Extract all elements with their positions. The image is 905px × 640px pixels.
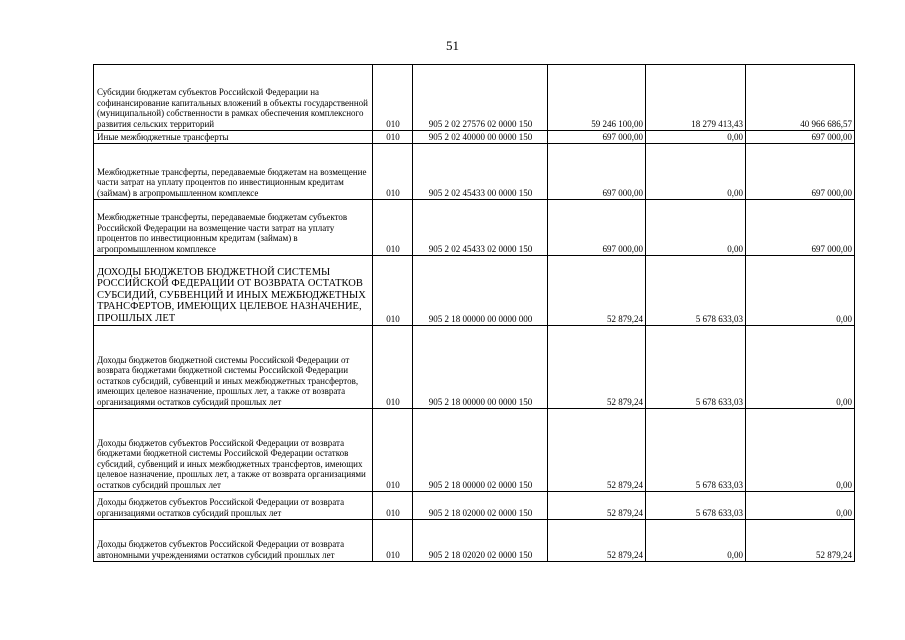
table-row <box>94 409 855 492</box>
row-rest: 0,00 <box>746 256 855 326</box>
row-plan: 52 879,24 <box>548 520 646 562</box>
row-kbk: 905 2 18 00000 00 0000 000 <box>413 256 548 326</box>
row-name: Межбюджетные трансферты, передаваемые бюджетам субъектов Российской Федерации на возмещение части затрат на уплату процентов по инвестиционным кредитам (займам) в агропромышленном комплексе <box>94 200 373 256</box>
row-code: 010 <box>373 326 413 409</box>
row-kbk: 905 2 18 02000 02 0000 150 <box>413 492 548 520</box>
row-kbk: 905 2 18 00000 02 0000 150 <box>413 409 548 492</box>
row-name: ДОХОДЫ БЮДЖЕТОВ БЮДЖЕТНОЙ СИСТЕМЫ РОССИЙСКОЙ ФЕДЕРАЦИИ ОТ ВОЗВРАТА ОСТАТКОВ СУБСИДИЙ, СУБВЕНЦИЙ И ИНЫХ МЕЖБЮДЖЕТНЫХ ТРАНСФЕРТОВ, ИМЕЮЩИХ ЦЕЛЕВОЕ НАЗНАЧЕНИЕ, ПРОШЛЫХ ЛЕТ <box>94 256 373 326</box>
row-code: 010 <box>373 200 413 256</box>
row-code: 010 <box>373 65 413 131</box>
row-fact: 5 678 633,03 <box>646 326 746 409</box>
row-fact: 5 678 633,03 <box>646 409 746 492</box>
row-plan: 52 879,24 <box>548 256 646 326</box>
row-fact: 5 678 633,03 <box>646 492 746 520</box>
row-rest: 40 966 686,57 <box>746 65 855 131</box>
row-code: 010 <box>373 256 413 326</box>
table-row <box>94 492 855 520</box>
row-name: Иные межбюджетные трансферты <box>94 131 373 144</box>
row-code: 010 <box>373 131 413 144</box>
row-kbk: 905 2 02 27576 02 0000 150 <box>413 65 548 131</box>
row-fact: 0,00 <box>646 200 746 256</box>
budget-revenue-table <box>93 64 855 562</box>
table-row <box>94 256 855 326</box>
row-fact: 0,00 <box>646 144 746 200</box>
row-fact: 18 279 413,43 <box>646 65 746 131</box>
row-code: 010 <box>373 492 413 520</box>
row-rest: 697 000,00 <box>746 200 855 256</box>
row-code: 010 <box>373 409 413 492</box>
row-name: Субсидии бюджетам субъектов Российской Федерации на софинансирование капитальных вложений в объекты государственной (муниципальной) собственности в рамках обеспечения комплексного развития сельских территорий <box>94 65 373 131</box>
row-kbk: 905 2 02 40000 00 0000 150 <box>413 131 548 144</box>
row-name: Доходы бюджетов субъектов Российской Федерации от возврата бюджетами бюджетной системы Российской Федерации остатков субсидий, субвенций и иных межбюджетных трансфертов, имеющих целевое назначение, прошлых лет, а также от возврата организациями остатков субсидий прошлых лет <box>94 409 373 492</box>
row-name: Межбюджетные трансферты, передаваемые бюджетам на возмещение части затрат на уплату процентов по инвестиционным кредитам (займам) в агропромышленном комплексе <box>94 144 373 200</box>
row-rest: 52 879,24 <box>746 520 855 562</box>
table-row <box>94 520 855 562</box>
row-kbk: 905 2 18 00000 00 0000 150 <box>413 326 548 409</box>
table-row <box>94 131 855 144</box>
row-kbk: 905 2 18 02020 02 0000 150 <box>413 520 548 562</box>
table-row <box>94 144 855 200</box>
row-code: 010 <box>373 520 413 562</box>
row-plan: 52 879,24 <box>548 492 646 520</box>
row-rest: 0,00 <box>746 409 855 492</box>
row-plan: 59 246 100,00 <box>548 65 646 131</box>
row-name: Доходы бюджетов субъектов Российской Федерации от возврата организациями остатков субсидий прошлых лет <box>94 492 373 520</box>
row-rest: 0,00 <box>746 492 855 520</box>
row-plan: 52 879,24 <box>548 326 646 409</box>
table-row <box>94 200 855 256</box>
row-name: Доходы бюджетов субъектов Российской Федерации от возврата автономными учреждениями остатков субсидий прошлых лет <box>94 520 373 562</box>
row-plan: 52 879,24 <box>548 409 646 492</box>
row-plan: 697 000,00 <box>548 131 646 144</box>
row-fact: 5 678 633,03 <box>646 256 746 326</box>
row-plan: 697 000,00 <box>548 200 646 256</box>
page-number: 51 <box>446 38 459 53</box>
row-rest: 0,00 <box>746 326 855 409</box>
table-row <box>94 65 855 131</box>
row-kbk: 905 2 02 45433 00 0000 150 <box>413 144 548 200</box>
row-rest: 697 000,00 <box>746 144 855 200</box>
row-rest: 697 000,00 <box>746 131 855 144</box>
row-fact: 0,00 <box>646 131 746 144</box>
table-row <box>94 326 855 409</box>
row-fact: 0,00 <box>646 520 746 562</box>
row-plan: 697 000,00 <box>548 144 646 200</box>
row-name: Доходы бюджетов бюджетной системы Российской Федерации от возврата бюджетами бюджетной системы Российской Федерации остатков субсидий, субвенций и иных межбюджетных трансфертов, имеющих целевое назначение, прошлых лет, а также от возврата организациями остатков субсидий прошлых лет <box>94 326 373 409</box>
row-kbk: 905 2 02 45433 02 0000 150 <box>413 200 548 256</box>
row-code: 010 <box>373 144 413 200</box>
